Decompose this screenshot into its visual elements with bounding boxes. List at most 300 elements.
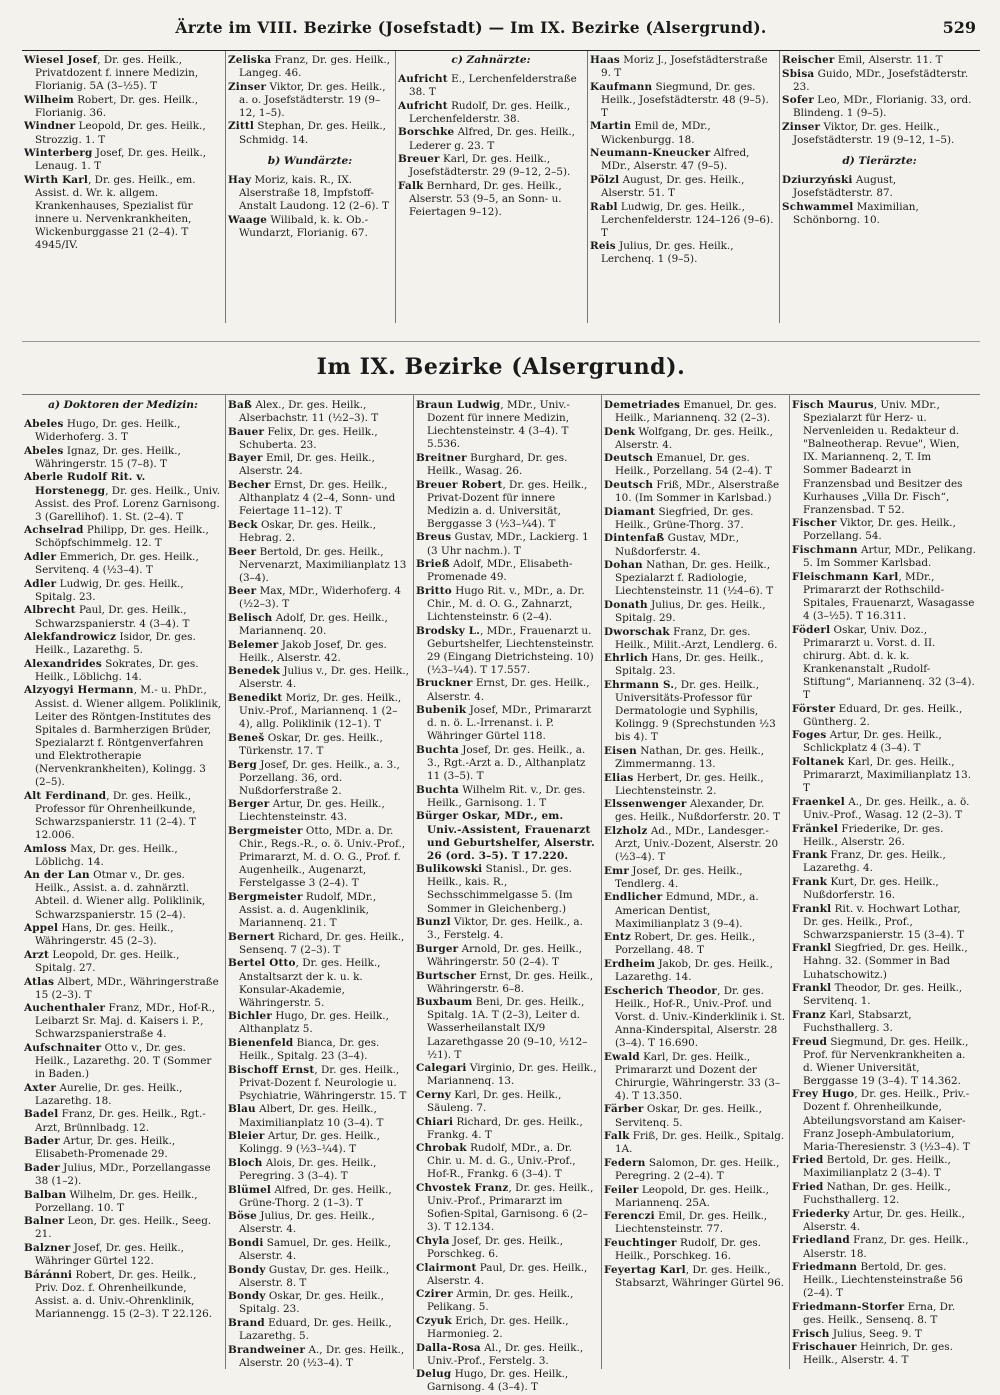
entry-name: Freud: [792, 1035, 828, 1048]
entry-details: E., Lerchenfelderstraße 38. T: [409, 73, 577, 99]
entry-details: Oskar, Dr. ges. Heilk., Türkenstr. 17. T: [239, 731, 383, 757]
entry-name: Diamant: [604, 505, 656, 518]
entry-details: Nathan, Dr. ges. Heilk., Fuchsthallerg. 12.: [803, 1181, 951, 1207]
entry-name: Feuchtinger: [604, 1236, 677, 1249]
entry-name: Aufschnaiter: [24, 1042, 102, 1054]
entry-name: Bürger Oskar, MDr., em. Univ.-Assistent, Frauenarzt und Geburtshelfer, Alserstr. 26 (ord. 3–5). T 17.220.: [416, 810, 595, 862]
entry-details: Robert, Dr. ges. Heilk., Porzellang. 48. T: [615, 931, 756, 957]
directory-entry: [782, 201, 977, 227]
directory-entry: [792, 517, 977, 543]
directory-entry: [604, 1210, 786, 1236]
directory-entry: [24, 1135, 222, 1161]
entry-details: Ernst, Dr. ges. Heilk., Währingerstr. 6–8.: [427, 969, 594, 995]
directory-entry: [24, 471, 222, 523]
entry-name: Czyuk: [416, 1314, 452, 1327]
entry-details: Franz, Dr. ges. Heilk., Alserstr. 18.: [803, 1234, 969, 1260]
directory-entry: [24, 120, 222, 146]
entry-details: Leon, Dr. ges. Heilk., Seeg. 21.: [35, 1215, 212, 1241]
entry-name: Aufricht: [398, 99, 448, 112]
entry-details: Karl, Dr. ges. Heilk., Primararzt, Maximilianplatz 13. T: [803, 756, 972, 795]
entry-details: Paul, Dr. ges. Heilk., Schwarzspanierstr. 4 (3–4). T: [35, 604, 190, 630]
entry-name: Elzholz: [604, 825, 648, 837]
directory-entry: [416, 970, 598, 996]
entry-details: Otmar v., Dr. ges. Heilk., Assist. a. d. zahnärztl. Abteil. d. Wiener allg. Poliklinik, Schwarzspanierstr. 15 (2–4).: [35, 869, 206, 921]
section-heading: b) Wundärzte:: [267, 154, 353, 167]
directory-entry: [24, 684, 222, 789]
directory-entry: [792, 823, 977, 849]
directory-entry: [228, 54, 392, 80]
entry-details: Otto, MDr. a. Dr. Chir., Regs.-R., o. ö. Univ.-Prof., Primararzt, M. d. O. G., Prof. f. Augenheilk., Augenarzt, Ferstelgasse 3 (2–4). T: [239, 825, 406, 890]
entry-details: Richard, Dr. ges. Heilk., Sensenq. 7 (2–3). T: [239, 930, 405, 956]
entry-name: Alekfandrowicz: [24, 631, 117, 644]
entry-name: Bauer: [228, 425, 265, 438]
entry-details: Artur, Dr. ges. Heilk., Elisabeth-Promenade 29.: [35, 1135, 176, 1161]
directory-entry: [604, 626, 786, 652]
entry-details: Josef, Dr. ges. Heilk., Lenaug. 1. T: [35, 147, 207, 173]
entry-details: Nathan, Dr. ges. Heilk., Spezialarzt f. Radiologie, Liechtensteinstr. 11 (½4–6). T: [615, 559, 774, 598]
directory-entry: [228, 891, 410, 930]
directory-entry: [24, 445, 222, 471]
entry-details: Oskar, Univ. Doz., Primararzt u. Vorst. d. II. chirurg. Abt. d. k. k. Krankenanstalt „Rudolf-Stiftung“, Mariannenq. 32 (3–4). T: [803, 623, 975, 702]
entry-name: Ehrmann S.: [604, 678, 675, 691]
entry-name: Calegari: [416, 1062, 467, 1075]
entry-details: , M.- u. PhDr., Assist. d. Wiener allgem. Poliklinik, Leiter des Röntgen-Institutes des Spitales d. Barmherzigen Brüder, Spezialarzt f. Röntgenverfahren und Elektrotherapie (Nervenkrankheiten), Kolingg. 3 (2–5).: [35, 684, 222, 789]
entry-details: Hugo, Dr. ges. Heilk., Garnisong. 4 (3–4). T: [427, 1368, 569, 1394]
entry-name: Breuer Robert: [416, 478, 503, 491]
directory-entry: [228, 1103, 410, 1129]
directory-entry: [604, 985, 786, 1050]
entry-details: Artur, Dr. ges. Heilk., Schlickplatz 4 (3–4). T: [803, 729, 942, 755]
entry-name: Franz: [792, 1008, 826, 1021]
entry-name: Blümel: [228, 1183, 272, 1196]
entry-details: A., Dr. ges. Heilk., Alserstr. 20 (½3–4). T: [239, 1343, 405, 1369]
entry-name: Reischer: [782, 54, 835, 66]
entry-name: Falk: [398, 179, 424, 192]
district-heading: Im IX. Bezirke (Alsergrund).: [22, 341, 980, 380]
entry-details: Franz, Dr. ges. Heilk., Langeg. 46.: [239, 54, 390, 80]
entry-name: Aberle Rudolf Rit. v. Horstenegg: [24, 471, 146, 497]
top-column: [780, 51, 980, 323]
directory-entry: [792, 1301, 977, 1327]
entry-name: Fraenkel: [792, 795, 845, 808]
directory-entry: [24, 1042, 222, 1081]
entry-name: Brodsky L.: [416, 624, 481, 637]
directory-entry: [416, 784, 598, 810]
entry-details: Oskar, Dr. ges. Heilk., Servitenq. 5.: [615, 1103, 762, 1129]
entry-details: Julius, Dr. ges. Heilk., Lerchenq. 1 (9–5).: [601, 240, 734, 266]
entry-name: Auchenthaler: [24, 1002, 106, 1015]
entry-details: Otto v., Dr. ges. Heilk., Lazarethg. 20. T (Sommer in Baden.): [35, 1042, 212, 1081]
entry-details: Rit. v. Hochwart Lothar, Dr. ges. Heilk., Prof., Schwarzspanierstr. 15 (3–4). T: [803, 902, 964, 941]
directory-entry: [792, 1036, 977, 1088]
directory-entry: [416, 1089, 598, 1115]
entry-details: Guido, MDr., Josefstädterstr. 23.: [793, 67, 969, 93]
entry-details: Franz, Dr. ges. Heilk., Lazarethg. 4.: [803, 849, 946, 875]
entry-details: Karl, Dr. ges. Heilk., Josefstädterstr. 29 (9–12, 2–5).: [409, 153, 571, 179]
directory-entry: [228, 1010, 410, 1036]
entry-details: Emil de, MDr., Wickenburgg. 18.: [601, 120, 711, 146]
entry-details: Karl, Stabsarzt, Fuchsthallerg. 3.: [803, 1008, 912, 1034]
entry-name: Fisch Maurus: [792, 399, 874, 411]
entry-details: Al., Dr. ges. Heilk., Univ.-Prof., Ferstelg. 3.: [427, 1341, 584, 1367]
entry-name: Bergmeister: [228, 890, 303, 903]
entry-name: Frischauer: [792, 1341, 857, 1354]
directory-entry: [228, 1157, 410, 1183]
entry-name: Frankl: [792, 902, 832, 915]
entry-details: Erna, Dr. ges. Heilk., Sensenq. 8. T: [803, 1300, 956, 1326]
entry-name: Frisch: [792, 1327, 830, 1340]
entry-name: Czirer: [416, 1288, 453, 1301]
section-heading: c) Zahnärzte:: [451, 54, 531, 66]
entry-name: Bayer: [228, 452, 263, 465]
entry-name: Föderl: [792, 623, 831, 636]
directory-entry: [228, 1130, 410, 1156]
directory-entry: [398, 100, 584, 126]
entry-details: Edmund, MDr., a. American Dentist, Maximilianplatz 3 (9–4).: [615, 891, 759, 930]
entry-details: A., Dr. ges. Heilk., a. ö. Univ.-Prof., Wasag. 12 (2–3). T: [803, 795, 970, 821]
directory-entry: [604, 1237, 786, 1263]
directory-entry: [792, 1154, 977, 1180]
directory-entry: [24, 1162, 222, 1188]
directory-entry: [24, 578, 222, 604]
entry-name: Beck: [228, 518, 258, 531]
directory-entry: [604, 426, 786, 452]
directory-entry: [792, 942, 977, 981]
entry-details: , Dr. ges. Heilk., Stabsarzt, Währinger Gürtel 96.: [615, 1263, 785, 1289]
entry-name: Belisch: [228, 612, 273, 624]
directory-entry: [228, 692, 410, 731]
directory-entry: [398, 73, 584, 99]
top-column: [22, 51, 226, 323]
directory-entry: [228, 1184, 410, 1210]
entry-details: Josef, Dr. ges. Heilk., a. 3., Rgt.-Arzt a. D., Althanplatz 11 (3–5). T: [427, 743, 586, 783]
directory-entry: [604, 1051, 786, 1103]
entry-name: Dziurzyński: [782, 174, 853, 187]
entry-details: Emil, Dr. ges. Heilk., Alserstr. 24.: [239, 452, 375, 478]
directory-entry: [782, 54, 977, 67]
entry-name: Fränkel: [792, 822, 839, 835]
directory-entry: [228, 639, 410, 665]
directory-entry: [228, 1290, 410, 1316]
directory-entry: [604, 532, 786, 558]
entry-details: Wilibald, k. k. Ob.-Wundarzt, Florianig. 67.: [239, 213, 369, 239]
entry-name: Bischoff Ernst: [228, 1063, 315, 1076]
entry-name: Arzt: [24, 948, 50, 961]
entry-details: Max, MDr., Widerhoferg. 4 (½2–3). T: [239, 585, 401, 611]
directory-entry: [24, 658, 222, 684]
entry-name: Bader: [24, 1161, 60, 1174]
entry-name: Förster: [792, 702, 836, 715]
directory-entry: [24, 1215, 222, 1241]
entry-details: Josef, Dr. ges. Heilk., Porschkeg. 6.: [427, 1234, 564, 1260]
directory-entry: [590, 174, 776, 200]
entry-details: Wilhelm Rit. v., Dr. ges. Heilk., Garnisong. 1. T: [427, 783, 586, 809]
entry-details: , Dr. ges. Heilk., Privat-Dozent für innere Medizin a. d. Universität, Berggasse 3 (½3–¼4). T: [427, 478, 588, 530]
entry-name: Fried: [792, 1154, 824, 1167]
entry-name: Ferenczi: [604, 1210, 655, 1223]
entry-name: Bienenfeld: [228, 1037, 294, 1049]
entry-name: Hay: [228, 173, 252, 186]
directory-entry: [416, 863, 598, 915]
top-column: [396, 51, 588, 323]
entry-name: Borschke: [398, 126, 455, 139]
entry-details: Bianca, Dr. ges. Heilk., Spitalg. 23 (3–4).: [239, 1037, 380, 1063]
entry-name: Axter: [24, 1081, 57, 1094]
entry-details: Ludwig, Dr. ges. Heilk., Spitalg. 23.: [35, 577, 184, 603]
entry-details: Aurelie, Dr. ges. Heilk., Lazarethg. 18.: [35, 1081, 183, 1107]
entry-name: Wilheim: [24, 93, 74, 106]
entry-name: Zeliska: [228, 54, 272, 66]
entry-details: Josef, Dr. ges. Heilk., Tendlerg. 4.: [615, 864, 743, 890]
directory-entry: [24, 1108, 222, 1134]
entry-details: Nathan, Dr. ges. Heilk., Zimmermanng. 13.: [615, 744, 765, 771]
entry-name: Breuer: [398, 153, 440, 166]
entry-name: Fischmann: [792, 544, 858, 557]
directory-entry: [416, 399, 598, 451]
entry-details: August, Dr. ges. Heilk., Alserstr. 51. T: [601, 173, 745, 199]
entry-name: Abeles: [24, 418, 64, 431]
entry-details: Maximilian, Schönborng. 10.: [793, 200, 919, 227]
entry-details: , Dr. ges. Heilk., Professor für Ohrenheilkunde, Schwarzspanierstr. 11 (2–4). T 12.006.: [35, 789, 196, 841]
entry-name: Bergmeister: [228, 825, 303, 837]
directory-entry: [228, 120, 392, 146]
entry-name: Brand: [228, 1316, 265, 1329]
directory-entry: [228, 1237, 410, 1263]
entry-details: Beni, Dr. ges. Heilk., Spitalg. 1A. T (2–3), Leiter d. Wasserheilanstalt IX/9 Lazarethgasse 20 (9–10, ½12–½1). T: [427, 996, 588, 1061]
entry-name: Chvostek Franz: [416, 1182, 509, 1195]
directory-entry: [228, 399, 410, 425]
entry-name: Zinser: [782, 120, 821, 133]
entry-details: , Dr. ges. Heilk., Privat-Dozent f. Neurologie u. Psychiatrie, Währingerstr. 15. T: [239, 1063, 407, 1102]
directory-entry: [416, 1182, 598, 1234]
entry-details: Herbert, Dr. ges. Heilk., Liechtensteinstr. 2.: [615, 771, 764, 797]
entry-name: Frankl: [792, 982, 832, 995]
directory-entry: [416, 531, 598, 557]
entry-name: Elias: [604, 771, 634, 784]
entry-name: Benedikt: [228, 692, 283, 705]
entry-name: Burtscher: [416, 969, 477, 982]
entry-details: , Dr. ges. Heilk., Univ. Assist. des Prof. Lorenz Garnisong. 3 (Garellihof). 1. St. (2–4). T: [35, 484, 221, 523]
entry-name: Chyla: [416, 1234, 450, 1247]
entry-name: Deutsch: [604, 479, 654, 492]
entry-details: Philipp, Dr. ges. Heilk., Schöpfschimmelg. 12. T: [35, 524, 209, 550]
entry-details: Felix, Dr. ges. Heilk., Schuberta. 23.: [239, 425, 378, 451]
entry-name: Appel: [24, 922, 59, 935]
entry-details: , MDr., Frauenarzt u. Geburtshelfer, Liechtensteinstr. 29 (Eingang Dietrichsteing. 10) (½3–¼4). T 17.557.: [427, 624, 595, 676]
directory-entry: [604, 891, 786, 930]
entry-name: Britto: [416, 584, 452, 597]
entry-details: Franz, MDr., Hof-R., Leibarzt Sr. Maj. d. Kaisers i. P., Schwarzspanierstraße 4.: [35, 1002, 216, 1041]
top-column: [588, 51, 780, 323]
directory-entry: [416, 558, 598, 584]
directory-entry: [604, 599, 786, 625]
entry-details: Leo, MDr., Florianig. 33, ord. Blindeng. 1 (9–5).: [793, 94, 972, 120]
entry-name: Bernert: [228, 930, 275, 943]
entry-details: Adolf, MDr., Elisabeth-Promenade 49.: [427, 558, 573, 584]
entry-name: Brieß: [416, 558, 450, 571]
entry-name: Buxbaum: [416, 996, 473, 1009]
entry-name: Fleischmann Karl: [792, 570, 899, 583]
entry-details: Julius v., Dr. ges. Heilk., Alserstr. 4.: [239, 665, 409, 691]
entry-name: Pölzl: [590, 173, 620, 186]
entry-name: Blau: [228, 1103, 256, 1116]
entry-details: Eduard, Dr. ges. Heilk., Güntherg. 2.: [803, 702, 963, 728]
entry-details: Artur, MDr., Pelikang. 5. Im Sommer Karlsbad.: [803, 544, 976, 570]
entry-name: Frank: [792, 875, 828, 888]
entry-name: Haas: [590, 54, 620, 66]
directory-entry: [24, 94, 222, 120]
entry-details: Albert, Dr. ges. Heilk., Maximilianplatz 10 (3–4). T: [239, 1103, 384, 1129]
entry-details: Artur, Dr. ges. Heilk., Kolingg. 9 (½3–¼4). T: [239, 1130, 380, 1156]
entry-name: Deutsch: [604, 452, 654, 465]
entry-details: Julius, MDr., Porzellangasse 38 (1–2).: [35, 1161, 211, 1187]
directory-entry: [604, 1130, 786, 1156]
entry-name: Buchta: [416, 783, 459, 796]
entry-details: Moriz, Dr. ges. Heilk., Univ.-Prof., Mariannenq. 1 (2–4), allg. Poliklinik (12–1). T: [239, 692, 402, 731]
bottom-column: [22, 394, 226, 1369]
entry-details: Bertold, Dr. ges. Heilk., Liechtensteinstraße 56 (2–4). T: [803, 1261, 963, 1300]
directory-entry: [590, 81, 776, 120]
entry-details: Stephan, Dr. ges. Heilk., Schmidg. 14.: [239, 120, 386, 146]
entry-name: Bubenik: [416, 704, 467, 717]
entry-name: Escherich Theodor: [604, 984, 718, 997]
entry-name: Friedmann-Storfer: [792, 1300, 905, 1313]
bottom-column: [602, 394, 790, 1369]
entry-details: , Dr. ges. Heilk., Univ.-Prof., Primararzt im Sofien-Spital, Garnisong. 6 (2–3). T 12.134.: [427, 1182, 594, 1234]
entry-name: Fischer: [792, 517, 837, 530]
directory-entry: [416, 1062, 598, 1088]
entry-details: Rudolf, MDr., a. Dr. Chir. u. M. d. G., Univ.-Prof., Hof-R., Frankg. 6 (3–4). T: [427, 1142, 576, 1181]
entry-name: Delug: [416, 1368, 452, 1381]
entry-details: Hugo, Dr. ges. Heilk., Widerhoferg. 3. T: [35, 418, 181, 444]
entry-name: Breitner: [416, 451, 467, 464]
entry-name: Becher: [228, 479, 271, 492]
entry-name: Breus: [416, 531, 452, 544]
entry-name: Entz: [604, 931, 631, 944]
bottom-column: [414, 394, 602, 1394]
entry-details: Siegfried, Dr. ges. Heilk., Hahng. 32. (Sommer in Bad Luhatschowitz.): [803, 942, 968, 981]
directory-entry: [228, 426, 410, 452]
entry-details: Virginio, Dr. ges. Heilk., Mariannenq. 13.: [427, 1062, 597, 1088]
entry-details: Burghard, Dr. ges. Heilk., Wasag. 26.: [427, 451, 568, 477]
directory-entry: [24, 1242, 222, 1268]
entry-details: , MDr., Primararzt der Rothschild-Spitales, Frauenarzt, Wasagasse 4 (3–½5). T 16.311.: [803, 570, 975, 622]
entry-details: Julius, Dr. ges. Heilk., Alserstr. 4.: [239, 1210, 375, 1236]
entry-name: Alt Ferdinand: [24, 789, 107, 802]
entry-details: Max, Dr. ges. Heilk., Löblichg. 14.: [35, 842, 178, 868]
entry-details: Jakob, Dr. ges. Heilk., Lazarethg. 14.: [615, 957, 773, 984]
entry-details: Richard, Dr. ges. Heilk., Frankg. 4. T: [427, 1115, 583, 1141]
entry-details: Ernst, Dr. ges. Heilk., Alserstr. 4.: [427, 677, 590, 703]
directory-entry: [604, 679, 786, 744]
entry-name: Bichler: [228, 1010, 273, 1023]
entry-name: Bulikowski: [416, 863, 483, 876]
entry-details: Jakob Josef, Dr. ges. Heilk., Alserstr. 42.: [239, 638, 387, 664]
entry-name: Alzyogyi Hermann: [24, 684, 134, 697]
entry-details: Leopold, Dr. ges. Heilk., Mariannenq. 25A.: [615, 1183, 769, 1209]
entry-details: Hans, Dr. ges. Heilk., Spitalg. 23.: [615, 652, 764, 678]
directory-entry: [228, 452, 410, 478]
entry-details: Robert, Dr. ges. Heilk., Priv. Doz. f. Ohrenheilkunde, Assist. a. d. Univ.-Ohrenklinik, Mariannengg. 15 (2–3). T 22.126.: [35, 1268, 213, 1320]
entry-name: Bunzl: [416, 916, 451, 929]
entry-details: , Dr. ges. Heilk., Hof-R., Univ.-Prof. und Vorst. d. Univ.-Kinderklinik i. St. Anna-Kinderspital, Alserstr. 28 (3–4). T 16.690.: [615, 984, 785, 1049]
directory-entry: [416, 943, 598, 969]
entry-details: Emil, Dr. ges. Heilk., Liechtensteinstr. 77.: [615, 1210, 768, 1236]
entry-details: Artur, Dr. ges. Heilk., Alserstr. 4.: [803, 1207, 965, 1233]
entry-name: Berger: [228, 798, 270, 811]
entry-details: Emanuel, Dr. ges. Heilk., Porzellang. 54 (2–4). T: [615, 452, 772, 478]
entry-name: Demetriades: [604, 399, 681, 411]
directory-entry: [792, 756, 977, 795]
entry-details: Julius, Seeg. 9. T: [829, 1327, 922, 1340]
directory-entry: [24, 631, 222, 657]
directory-entry: [416, 810, 598, 862]
directory-entry: [782, 174, 977, 200]
directory-entry: [416, 916, 598, 942]
entry-details: Bertold, Dr. ges. Heilk., Nervenarzt, Maximilianplatz 13 (3–4).: [239, 545, 407, 584]
entry-name: Windner: [24, 120, 76, 133]
directory-entry: [398, 153, 584, 179]
entry-details: , MDr., Univ.-Dozent für innere Medizin, Liechtensteinstr. 4 (3–4). T 5.536.: [427, 399, 570, 451]
directory-entry: [590, 240, 776, 266]
entry-name: Albrecht: [24, 604, 76, 617]
ix-district-listing: [22, 394, 980, 1394]
entry-name: Feyertag Karl: [604, 1263, 686, 1276]
directory-entry: [24, 1189, 222, 1215]
directory-entry: [604, 1103, 786, 1129]
entry-details: , Dr. ges. Heilk., Priv.-Dozent f. Ohrenheilkunde, Abteilungsvorstand am Kaiser-Franz Joseph-Ambulatorium, Maria-Theresienstr. 3 (½3–4). T: [803, 1088, 970, 1153]
entry-name: Feiler: [604, 1183, 639, 1196]
directory-entry: [792, 796, 977, 822]
entry-details: Ludwig, Dr. ges. Heilk., Lerchenfelderstr. 124–126 (9–6). T: [601, 200, 774, 239]
directory-entry: [24, 418, 222, 444]
directory-entry: [228, 612, 410, 638]
entry-details: Gustav, MDr., Lackierg. 1 (3 Uhr nachm.). T: [427, 531, 589, 557]
entry-name: Adler: [24, 577, 57, 590]
entry-name: Fried: [792, 1181, 824, 1194]
entry-details: , Dr. ges. Heilk., Universitäts-Professor für Dermatologie und Syphilis, Kolingg. 9 (Sprechstunden ½3 bis 4). T: [615, 678, 776, 744]
directory-entry: [792, 624, 977, 703]
entry-details: Emil, Alserstr. 11. T: [834, 54, 943, 66]
directory-entry: [416, 585, 598, 624]
entry-name: Winterberg: [24, 147, 93, 160]
directory-entry: [24, 869, 222, 921]
directory-entry: [416, 1342, 598, 1368]
entry-name: Bader: [24, 1135, 60, 1148]
entry-name: Sofer: [782, 94, 814, 107]
directory-entry: [24, 922, 222, 948]
directory-entry: [416, 452, 598, 478]
directory-entry: [792, 1181, 977, 1207]
entry-details: Ernst, Dr. ges. Heilk., Althanplatz 4 (2–4, Sonn- und Feiertage 11–12). T: [239, 479, 396, 518]
entry-details: Samuel, Dr. ges. Heilk., Alserstr. 4.: [239, 1236, 391, 1262]
directory-entry: [24, 551, 222, 577]
directory-entry: [604, 559, 786, 598]
entry-details: Heinrich, Dr. ges. Heilk., Alserstr. 4. T: [803, 1341, 953, 1367]
entry-details: Karl, Dr. ges. Heilk., Säuleng. 7.: [427, 1088, 562, 1114]
entry-details: Emmerich, Dr. ges. Heilk., Servitenq. 4 (½3–4). T: [35, 551, 199, 577]
directory-entry: [228, 759, 410, 798]
entry-name: Endlicher: [604, 891, 663, 904]
entry-name: Dohan: [604, 559, 643, 572]
entry-name: Ehrlich: [604, 652, 649, 665]
entry-name: Achselrad: [24, 524, 84, 537]
entry-name: Adler: [24, 551, 57, 564]
directory-entry: [228, 585, 410, 611]
directory-entry: [416, 677, 598, 703]
entry-name: Benedek: [228, 665, 281, 678]
directory-entry: [228, 1210, 410, 1236]
